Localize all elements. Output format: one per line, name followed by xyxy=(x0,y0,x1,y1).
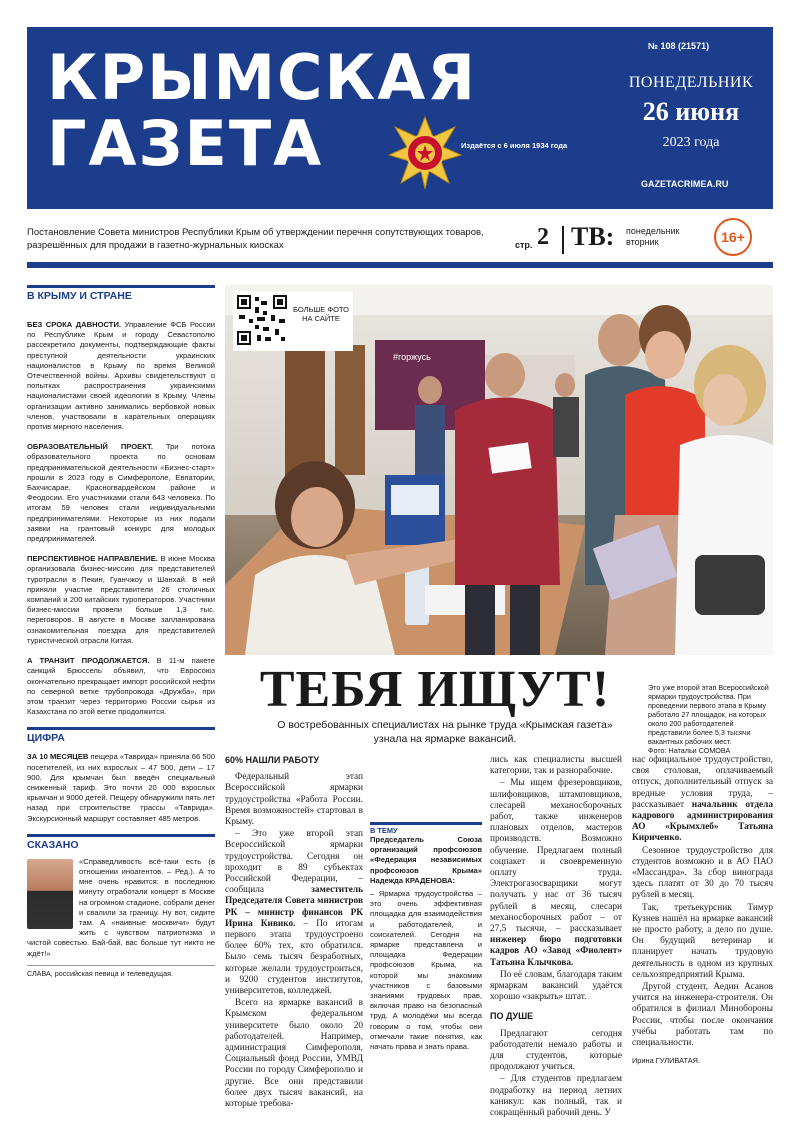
page-label: стр. xyxy=(515,240,533,250)
brief-4 xyxy=(27,656,215,717)
brief-3-title: ПЕРСПЕКТИВНОЕ НАПРАВЛЕНИЕ. xyxy=(27,554,158,564)
brief-2 xyxy=(27,442,215,544)
figure-brief xyxy=(27,752,215,823)
comment-author: Председатель Союза организаций профсоюзов «Федерация независимых профсоюзов Крыма» Надежда КРАДЕНОВА: xyxy=(370,835,482,885)
brief-1 xyxy=(27,320,215,432)
article-column-1 xyxy=(225,755,363,1111)
stand-label: #горжусь xyxy=(393,352,431,362)
paragraph: Так, третьекурсник Тимур Кузнев нашёл на ярмарке вакансий не просто работу, а дело по душе. Он будущий ветеринар и планирует начать трудовую деятельность в одном из крупных сельхозпредприятий Крыма. xyxy=(632,902,773,980)
quote-block xyxy=(27,857,215,978)
article-column-4 xyxy=(632,755,773,1067)
tv-days xyxy=(626,226,680,248)
masthead-rule xyxy=(27,262,773,268)
paragraph: По её словам, благодаря таким ярмаркам вакансий удаётся хорошо «закрыть» штат. xyxy=(490,969,622,1003)
announcement-bar xyxy=(27,222,773,258)
age-rating-badge: 16+ xyxy=(714,218,752,256)
paragraph: Другой студент, Аедин Асанов учится на инженера-строителя. Он обратился в филиал Минобороны России, чтобы после окончания учёбы работать там по специальности. xyxy=(632,982,773,1049)
paragraph-text: нас официальное трудоустройство, своя столовая, оплачиваемый отпуск, дополнительный отпуск за вредные условия труда, – рассказывает xyxy=(632,755,773,810)
article-author: Ирина ГУЛИВАТАЯ. xyxy=(632,1056,701,1066)
announcement-text: Постановление Совета министров Республики Крым об утверждении перечня сопутствующих товаров, разрешённых для продажи в газетно-журнальных киосках xyxy=(27,227,484,251)
comment-text: – Ярмарка трудоустройства – это очень эффективная площадка для взаимодействия и работодателей, и соискателей. Сегодня на ярмарке представлена и площадка Федерации профсоюзов Крыма, на которой мы знакомим участников с базовыми знаниями трудовых прав, включая право на безопасный труд. А молодёжи мы всегда говорим о том, чтобы они отмечали такие понятия, как начать права и знать права. xyxy=(370,889,482,1052)
brief-2-text: Три потока образовательного проекта по основам предпринимательской деятельности «Бизнес-старт» прошли в 2023 году в Симферополе, Евпатории, Бахчисарае, Красногвардейском районе и Феодосии. Его участниками стали 643 человека. По итогам 59 человек стали индивидуальными предпринимателями. Некоторые из них подали заявки на грантовый конкурс для молодых предпринимателей. xyxy=(27,442,215,544)
quote-author: СЛАВА, российская певица и телеведущая. xyxy=(27,965,215,978)
article-lead: О востребованных специалистах на рынке труда «Крымская газета» узнала на ярмарке вакансий. xyxy=(277,719,613,745)
brief-2-title: ОБРАЗОВАТЕЛЬНЫЙ ПРОЕКТ. xyxy=(27,442,153,452)
paragraph: Федеральный этап Всероссийской ярмарки трудоустройства «Работа России. Время возможностей» стартовал в Крыму. xyxy=(225,772,363,828)
qr-code-panel[interactable] xyxy=(233,291,353,351)
speaker-name: инженер бюро подготовки кадров АО «Завод «Фиолент» Татьяна Клычкова. xyxy=(490,935,622,968)
photo-credit: Фото: Натальи СОМОВА xyxy=(648,746,731,755)
paragraph: Предлагают сегодня работодатели немало работы и для студентов, которые продолжают учиться. xyxy=(490,1028,622,1073)
speaker-name: заместитель Председателя Совета министров РК – министр финансов РК Ирина Кивико. xyxy=(225,885,363,929)
quote-text: «Справедливость всё-таки есть (в отношении иноагентов. – Ред.). А то мне очень нравится: в последнюю минуту отработали концерт в Москве на огромном стадионе, собрали денег и свалили за границу. Ну вот, сидите там. А «наивные москвичи» будут жить с чувством патриотизма и чистой совестью. Бай-бай, вас больше тут никто не ждёт!» xyxy=(27,856,215,958)
brief-4-title: А ТРАНЗИТ ПРОДОЛЖАЕТСЯ. xyxy=(27,656,150,666)
paragraph xyxy=(632,755,773,845)
masthead xyxy=(27,27,773,209)
section-title-crimea: В КРЫМУ И СТРАНЕ xyxy=(27,285,215,302)
photo-caption-text: Это уже второй этап Всероссийской ярмарки трудоустройства. При проведении первого этапа в Крыму работало 27 площадок, на которых около 200 работодателей представили более 5,3 тысячи вакантных рабочих мест. xyxy=(648,683,769,746)
tv-label: ТВ: xyxy=(571,222,615,251)
brief-4-text: В 11-м пакете санкций Брюссель объявил, что Евросоюз окончательно прекращает импорт российской нефти по северной ветке трубопровода «Дружба», при этом транзит через территорию России сырья из Казахстана по этой ветке продолжится. xyxy=(27,656,215,717)
order-emblem-icon xyxy=(387,115,463,191)
weekday: ПОНЕДЕЛЬНИК xyxy=(628,74,754,91)
figure-brief-title: ЗА 10 МЕСЯЦЕВ xyxy=(27,752,89,762)
website-link[interactable]: GAZETACRIMEA.RU xyxy=(641,179,729,189)
issue-number: № 108 (21571) xyxy=(648,41,710,51)
paragraph: Всего на ярмарке вакансий в Крымском федеральном университете было около 20 работодателей. Например, администрация Симферополя, Социальный фонд России, УМВД России по городу Симферополю и другие. Все они представили более двух тысяч вакансий, на которые требова- xyxy=(225,998,363,1110)
paragraph xyxy=(225,829,363,997)
title-line-2: ГАЗЕТА xyxy=(47,107,324,180)
paragraph-text: – Это уже второй этап Всероссийской ярмарки трудоустройства. Сегодня он проходит в 89 субъектах Российской Федерации, – сообщила xyxy=(225,829,363,896)
article-column-3 xyxy=(490,755,622,1120)
article-headline: ТЕБЯ ИЩУТ! xyxy=(240,660,630,720)
tv-day-2: вторник xyxy=(626,237,659,247)
section-title-on-topic: В ТЕМУ xyxy=(370,822,482,835)
issued-since: Издаётся с 6 июля 1934 года xyxy=(461,141,568,150)
paragraph: – Для студентов предлагаем подработку на период летних каникул: как полный, так и сокращённый рабочий день. У xyxy=(490,1074,622,1119)
brief-3-text: В июне Москва организовала бизнес-миссию для представителей туротрасли в Пекин, Гуанчжоу и Шанхай. В ней приняли участие представители 26 столичных компаний и 200 китайских туроператоров. Участники бизнес-миссии провели больше 1,3 тыс. переговоров. В августе в Москве запланирована ознакомительная поездка для представителей туристической отрасли Китая. xyxy=(27,554,215,645)
paragraph-text: – Мы ищем фрезеровщиков, шлифовщиков, штамповщиков, слесарей механосборочных работ, также инженеров плановых отделов, мастеров производств. Возможно обучение. Предлагаем полный соцпакет и своевременную оплату труда. Электрогазосварщики могут получать у нас от 36 тысяч рублей в месяц, слесари механосборочных работ – от 27,5 тысячи, – рассказывает xyxy=(490,778,622,935)
speaker-name: начальник отдела кадрового администрирования АО «Крымхлеб» Татьяна Кириченко. xyxy=(632,799,774,844)
tv-day-1: понедельник xyxy=(626,226,680,236)
section-title-figure: ЦИФРА xyxy=(27,727,215,744)
divider xyxy=(562,226,564,254)
brief-1-title: БЕЗ СРОКА ДАВНОСТИ. xyxy=(27,320,122,329)
sidebar-comment xyxy=(370,835,482,1053)
paragraph: Сезонное трудоустройство для студентов возможно и в АО ПАО «Массандра». За сбор винограда здесь платят от 30 до 70 тысяч рублей в месяц. xyxy=(632,845,773,901)
quote-author-photo xyxy=(27,859,73,929)
paragraph xyxy=(490,778,622,968)
qr-code-icon[interactable] xyxy=(237,295,287,345)
page-number: 2 xyxy=(537,224,549,250)
issue-year: 2023 года xyxy=(662,135,720,150)
paragraph-text: – По итогам первого этапа трудоустроено более 60% тех, кто обратился. Было семь тысяч безработных, которые желали трудоустроиться, и 9200 студентов институтов, университетов, колледжей. xyxy=(225,918,363,997)
title-line-1: КРЫМСКАЯ xyxy=(47,41,477,114)
photo-caption xyxy=(648,683,773,755)
section-title-quote: СКАЗАНО xyxy=(27,834,215,851)
brief-1-text: Управление ФСБ России по Республике Крым и городу Севастополю рассекретило документы, подтверждающие факты преступной деятельности украинских националистов в Крыму по время Великой Отечественной войны. Архивы свидетельствуют о попытках распространения украинскими националистами своей идеологии в Крыму. Члены организации активно занимались вербовкой новых членов, участвовали в карательных операциях против мирного населения. xyxy=(27,320,215,432)
subheading-po-dushe: ПО ДУШЕ xyxy=(490,1011,534,1022)
paragraph: лись как специалисты высшей категории, так и разнорабочие. xyxy=(490,755,622,777)
news-briefs-column xyxy=(27,285,215,978)
figure-brief-text: пещера «Таврида» приняла 66 500 посетителей, из них взрослых – 47 500, дети – 17 900. Для крымчан был введён специальный сниженный тариф. Это почти 20 000 взрослых крымчан и 9000 детей. Пещеру обнаружили пять лет назад при строительстве трассы «Таврида». Экскурсионный маршрут составляет 485 метров. xyxy=(27,752,215,823)
subheading-60-percent: 60% НАШЛИ РАБОТУ xyxy=(225,755,320,765)
brief-3 xyxy=(27,554,215,646)
issue-date: 26 июня xyxy=(642,97,740,126)
qr-label: БОЛЬШЕ ФОТО НА САЙТЕ xyxy=(293,305,350,323)
